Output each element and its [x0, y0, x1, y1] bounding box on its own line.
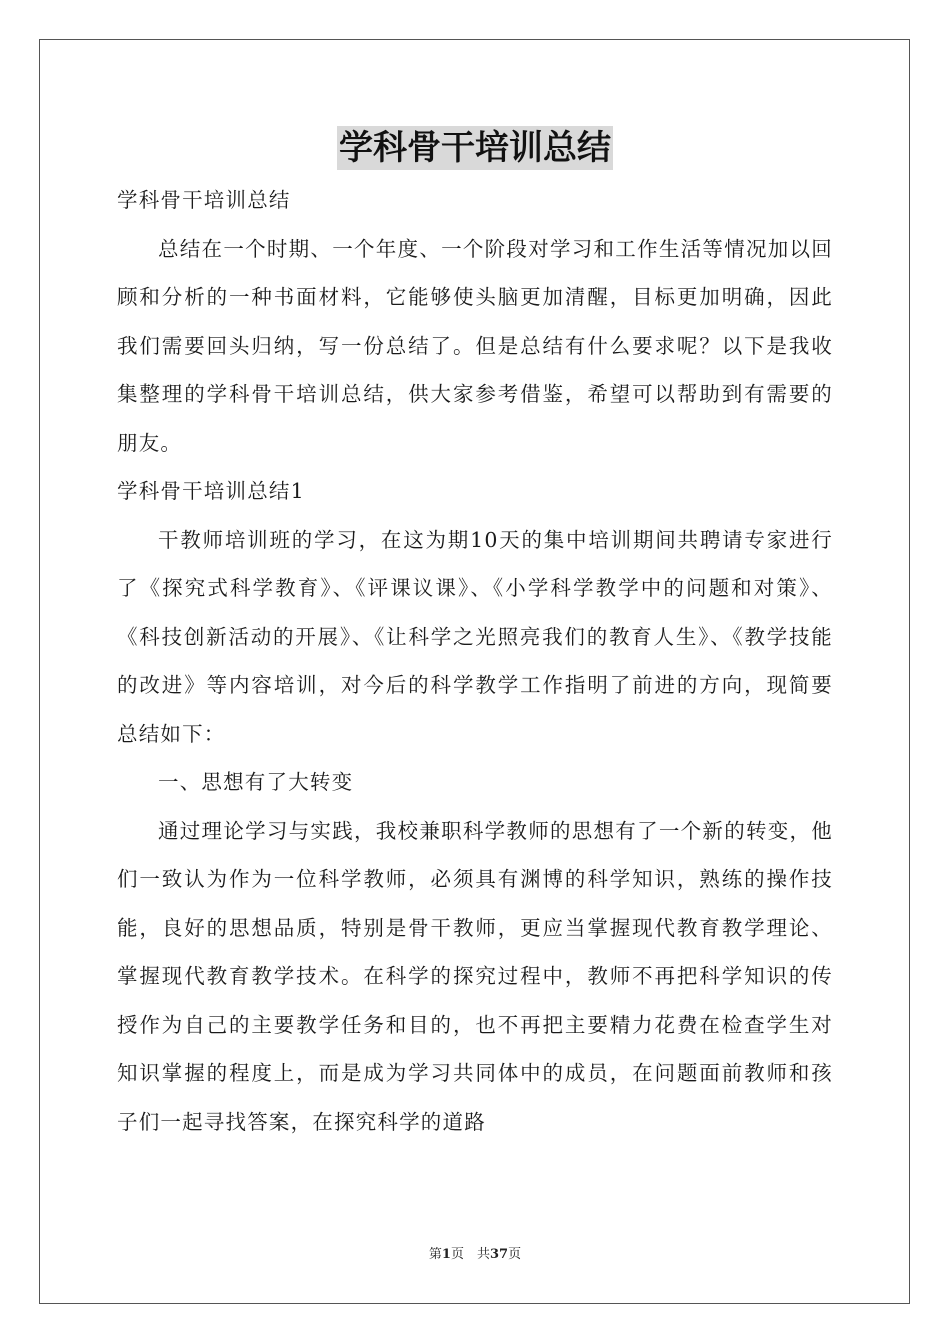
document-body: [117, 176, 833, 1146]
page-number: 1: [441, 1247, 451, 1262]
footer-prefix: 第: [428, 1247, 442, 1262]
footer-mid: 页 共: [450, 1247, 490, 1262]
document-title: 学科骨干培训总结: [339, 128, 611, 168]
page-footer: [0, 1246, 950, 1264]
paragraph: 干教师培训班的学习，在这为期10天的集中培训期间共聘请专家进行了《探究式科学教育》、《评课议课》、《小学科学教学中的问题和对策》、《科技创新活动的开展》、《让科学之光照亮我们的教育人生》、《教学技能的改进》等内容培训，对今后的科学教学工作指明了前进的方向，现简要总结如下：: [117, 527, 833, 746]
paragraph: 学科骨干培训总结1: [117, 479, 305, 503]
paragraph: 总结在一个时期、一个年度、一个阶段对学习和工作生活等情况加以回顾和分析的一种书面材料，它能够使头脑更加清醒，目标更加明确，因此我们需要回头归纳，写一份总结了。但是总结有什么要求呢？以下是我收集整理的学科骨干培训总结，供大家参考借鉴，希望可以帮助到有需要的朋友。: [117, 236, 833, 455]
paragraph: 通过理论学习与实践，我校兼职科学教师的思想有了一个新的转变，他们一致认为作为一位科学教师，必须具有渊博的科学知识，熟练的操作技能，良好的思想品质，特别是骨干教师，更应当掌握现代教育教学理论、掌握现代教育教学技术。在科学的探究过程中，教师不再把科学知识的传授作为自己的主要教学任务和目的，也不再把主要精力花费在检查学生对知识掌握的程度上，而是成为学习共同体中的成员，在问题面前教师和孩子们一起寻找答案，在探究科学的道路: [117, 818, 833, 1134]
footer-suffix: 页: [508, 1247, 522, 1262]
page-total: 37: [489, 1247, 509, 1262]
paragraph: 学科骨干培训总结: [117, 188, 291, 212]
section-heading: 一、思想有了大转变: [158, 770, 354, 794]
title-container: [0, 126, 950, 170]
